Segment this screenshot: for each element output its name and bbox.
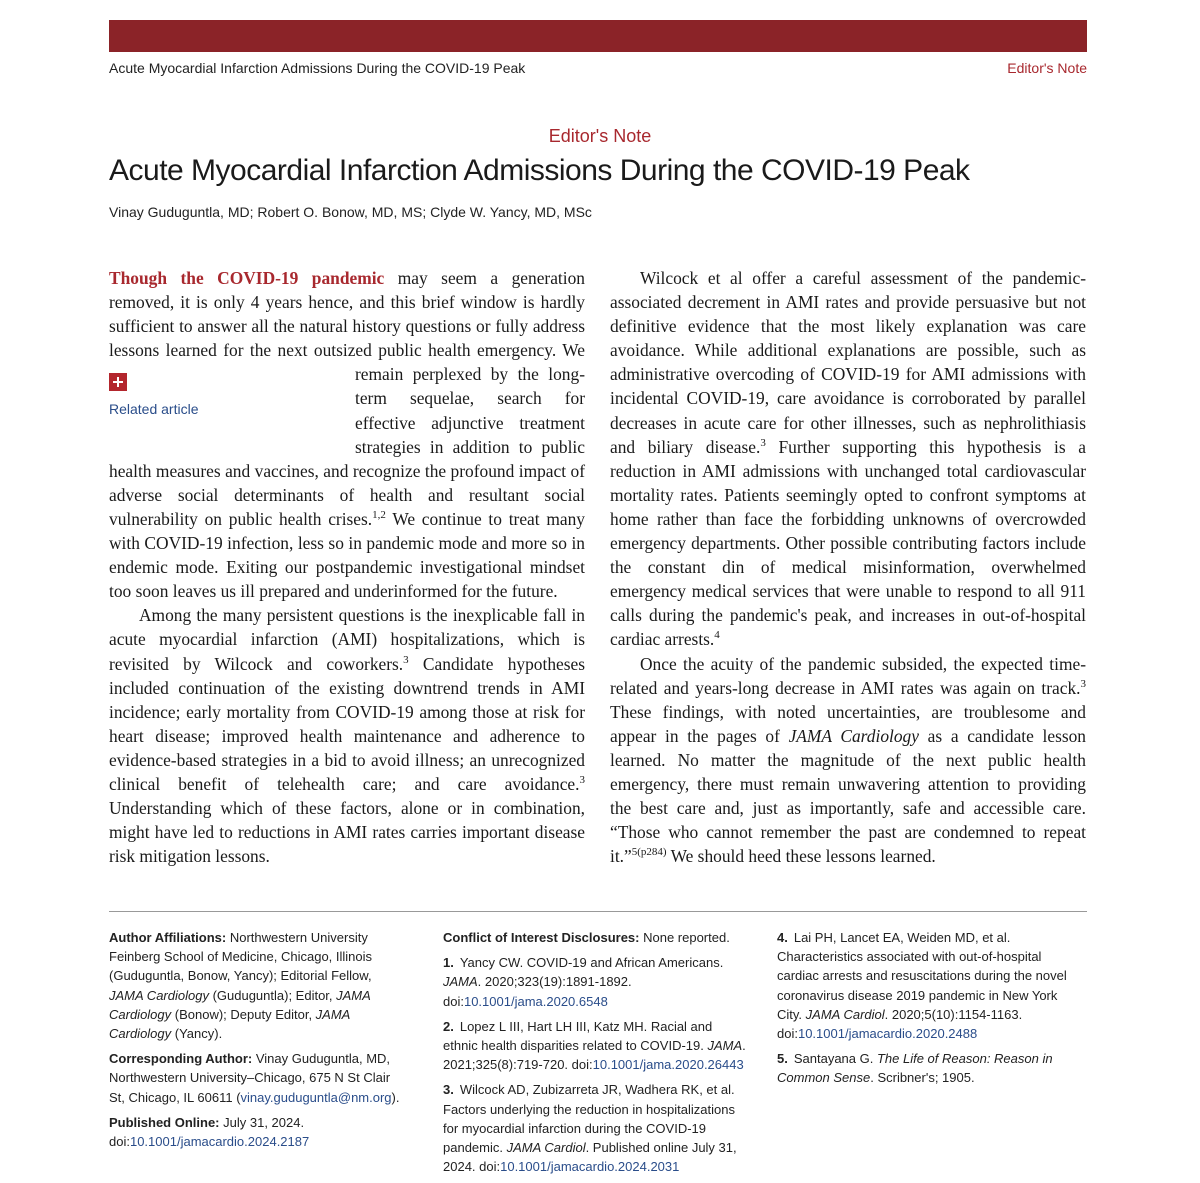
paragraph <box>610 652 1086 869</box>
corresponding-author <box>109 1049 409 1107</box>
citation[interactable]: 5(p284) <box>631 846 667 859</box>
text: Northwestern University Feinberg School of Medicine, Chicago, Illinois (Guduguntla, Bonow, Yancy); Editorial Fellow, <box>109 930 373 984</box>
body-column-left <box>109 266 585 868</box>
footer-column-2 <box>443 928 748 1182</box>
body-text: We continue to treat many with COVID-19 infection, less so in pandemic mode and more so in endemic mode. Exiting our postpandemic investigational mindset too soon leaves us ill prepared and underinformed for the future. <box>109 508 585 602</box>
reference-text: . 2020;323(19):1891-1892. doi: <box>443 974 632 1009</box>
reference-text: . 2020;5(10):1154-1163. doi: <box>777 1006 1023 1042</box>
doi-link[interactable]: 10.1001/jama.2020.6548 <box>463 993 608 1009</box>
reference-list <box>443 953 748 1176</box>
reference-item <box>777 1049 1082 1087</box>
text: ). <box>391 1089 400 1105</box>
reference-number: 2. <box>443 1018 454 1034</box>
journal-name: JAMA <box>707 1038 743 1054</box>
body-text: emergency. We remain perplexed by the long-term sequelae, search for effective adjunctive treatment strategies in addition to public health measures and vaccines, and recognize the profound impact of adverse social determinants of health and resultant social vulnerability on public health crises. <box>109 340 585 529</box>
body-text: Further supporting this hypothesis is a reduction in AMI admissions with unchanged total cardiovascular mortality rates. Patients seemingly opted to confront symptoms at home rather than face the forbidding unknowns of overcrowded emergency departments. Other possible contributing factors include the constant din of medical misinformation, overwhelmed emergency medical services that were unable to respond to all 911 calls during the pandemic's peak, and increases in out-of-hospital cardiac arrests. <box>610 436 1086 650</box>
reference-text: Lopez L III, Hart LH III, Katz MH. Racial and ethnic health disparities related to COVID-19. <box>443 1018 713 1054</box>
text: July 31, 2024. <box>219 1114 305 1130</box>
lead-in: Though the COVID-19 pandemic <box>109 268 385 288</box>
reference-number: 4. <box>777 930 788 945</box>
reference-text: Lai PH, Lancet EA, Weiden MD, et al. Characteristics associated with out-of-hospital cardiac arrests and resuscitations during the novel coronavirus disease 2019 pandemic in New York City. <box>777 930 1067 1022</box>
body-text: Once the acuity of the pandemic subsided, the expected time-related and years-long decrease in AMI rates was again on track. <box>610 653 1086 698</box>
running-title: Acute Myocardial Infarction Admissions During the COVID-19 Peak <box>109 60 526 76</box>
footer-column-1 <box>109 928 409 1157</box>
doi-link[interactable]: 10.1001/jamacardio.2020.2488 <box>797 1026 978 1042</box>
doi-link[interactable]: 10.1001/jamacardio.2024.2187 <box>129 1134 310 1150</box>
journal-name: JAMA Cardiology <box>109 987 371 1022</box>
paragraph <box>610 266 1086 652</box>
section-label: Editor's Note <box>548 126 652 146</box>
author-affiliations <box>109 928 409 1043</box>
running-section-label: Editor's Note <box>1007 60 1087 76</box>
related-article-link[interactable]: Related article <box>109 401 199 418</box>
email-link[interactable]: vinay.guduguntla@nm.org <box>240 1089 392 1105</box>
reference-item <box>443 1017 748 1075</box>
reference-text: Wilcock AD, Zubizarreta JR, Wadhera RK, et al. Factors underlying the reduction in hospitalizations for myocardial infarction during the COVID-19 pandemic. <box>443 1082 735 1156</box>
label: Published Online: <box>109 1114 220 1130</box>
text: (Yancy). <box>171 1026 223 1042</box>
text: (Bonow); Deputy Editor, <box>171 1006 316 1022</box>
reference-item <box>443 953 748 1011</box>
journal-name: JAMA Cardiology <box>109 987 209 1003</box>
citation[interactable]: 3 <box>403 653 409 666</box>
label: Author Affiliations: <box>109 930 227 945</box>
citation[interactable]: 1,2 <box>372 509 386 522</box>
reference-text: . Scribner's; 1905. <box>870 1070 975 1086</box>
journal-name: JAMA <box>443 974 478 990</box>
author-list: Vinay Guduguntla, MD; Robert O. Bonow, MD, MS; Clyde W. Yancy, MD, MSc <box>109 204 592 220</box>
doi-link[interactable]: 10.1001/jama.2020.26443 <box>592 1057 744 1073</box>
journal-name: JAMA Cardiology <box>109 1006 350 1042</box>
body-text: Understanding which of these factors, alone or in combination, might have led to reductions in AMI rates carries important disease risk mitigation lessons. <box>109 798 585 867</box>
paragraph <box>109 266 585 603</box>
citation[interactable]: 3 <box>760 436 766 449</box>
text: doi: <box>109 1134 130 1150</box>
footer-divider <box>109 911 1087 912</box>
body-text: Among the many persistent questions is the inexplicable fall in acute myocardial infarction (AMI) hospitalizations, which is revisited by Wilcock and coworkers. <box>109 605 585 674</box>
header-color-bar <box>109 20 1087 52</box>
citation[interactable]: 3 <box>1080 677 1086 690</box>
conflict-of-interest <box>443 928 748 947</box>
body-column-right <box>610 266 1086 868</box>
paragraph <box>109 603 585 868</box>
journal-name: JAMA Cardiology <box>788 725 919 746</box>
body-text: Wilcock et al offer a careful assessment of the pandemic-associated decrement in AMI rates and provide persuasive but not definitive evidence that the most likely explanation was care avoidance. While additional explanations are possible, such as administrative overcoding of COVID-19 for AMI admissions with incidental COVID-19, care avoidance is corroborated by parallel decreases in acute care for other illnesses, such as nephrolithiasis and biliary disease. <box>610 268 1086 457</box>
journal-name: The Life of Reason: Reason in Common Sense <box>777 1051 1053 1086</box>
body-text: We should heed these lessons learned. <box>666 846 936 867</box>
reference-number: 5. <box>777 1051 788 1067</box>
reference-item <box>443 1080 748 1176</box>
related-article-box[interactable] <box>109 364 355 436</box>
reference-text: . 2021;325(8):719-720. doi: <box>443 1038 746 1073</box>
citation[interactable]: 3 <box>579 774 585 787</box>
reference-text: Yancy CW. COVID-19 and African Americans. <box>459 955 724 971</box>
citation[interactable]: 4 <box>714 629 720 642</box>
body-text: may seem a generation removed, it is only 4 years hence, and this brief window is hardly sufficient to answer all the natural history questions or fully address lessons learned for the next outsized public health <box>109 268 585 361</box>
reference-item <box>777 928 1082 1043</box>
text: Vinay Guduguntla, MD, Northwestern University–Chicago, 675 N St Clair St, Chicago, IL 60611 ( <box>109 1051 391 1105</box>
text: None reported. <box>639 930 730 945</box>
article-title: Acute Myocardial Infarction Admissions During the COVID-19 Peak <box>109 154 970 187</box>
footer-column-3 <box>777 928 1082 1094</box>
plus-icon[interactable] <box>109 373 127 391</box>
label: Corresponding Author: <box>109 1051 253 1067</box>
published-online <box>109 1113 409 1151</box>
reference-number: 3. <box>443 1082 454 1098</box>
reference-number: 1. <box>443 955 454 971</box>
reference-list-continued <box>777 928 1082 1088</box>
body-text: as a candidate lesson learned. No matter the magnitude of the next public health emergency, there must remain unwavering attention to providing the best care and, just as importantly, safe and accessible care. “Those who cannot remember the past are condemned to repeat it.” <box>610 725 1086 867</box>
body-text: Candidate hypotheses included continuation of the existing downtrend trends in AMI incidence; early mortality from COVID-19 among those at risk for heart disease; improved health maintenance and adherence to evidence-based strategies in a bid to avoid illness; an unrecognized clinical benefit of telehealth care; and care avoidance. <box>109 653 585 794</box>
body-text: These findings, with noted uncertainties, are troublesome and appear in the pages of <box>610 701 1086 746</box>
reference-text: . Published online July 31, 2024. doi: <box>443 1140 737 1175</box>
label: Conflict of Interest Disclosures: <box>443 930 640 945</box>
reference-text: Santayana G. <box>793 1051 877 1067</box>
text: (Guduguntla); Editor, <box>208 987 337 1003</box>
journal-name: JAMA Cardiol <box>506 1140 586 1156</box>
journal-name: JAMA Cardiol <box>805 1006 885 1022</box>
doi-link[interactable]: 10.1001/jamacardio.2024.2031 <box>500 1159 680 1175</box>
